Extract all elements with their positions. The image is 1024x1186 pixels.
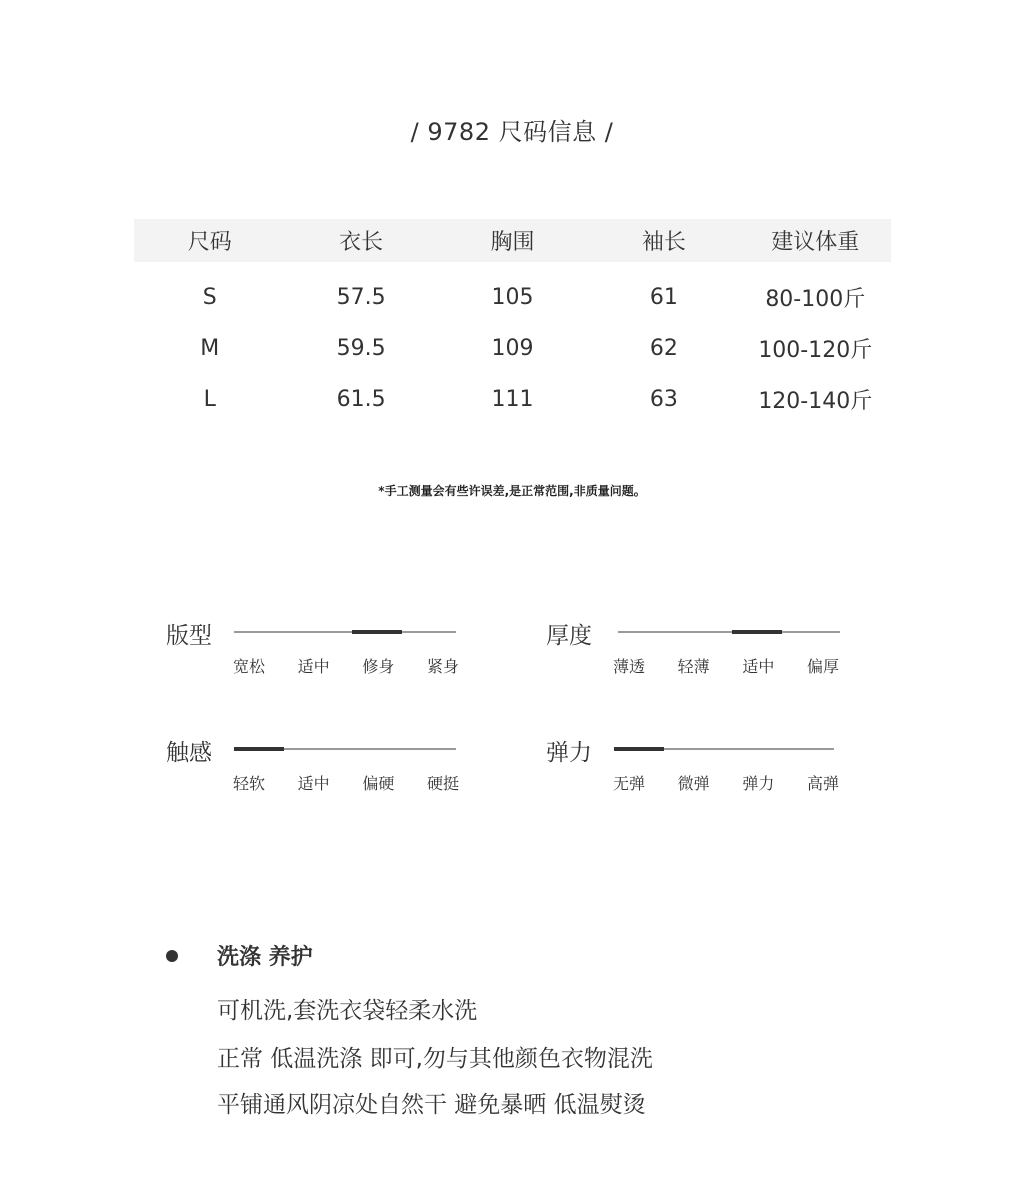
attribute-label: 版型 xyxy=(166,623,212,649)
option-label: 适中 xyxy=(297,657,330,676)
cell-sleeve: 61 xyxy=(649,285,678,310)
cell-chest: 105 xyxy=(491,285,534,310)
option-label: 轻软 xyxy=(233,774,266,793)
cell-length: 57.5 xyxy=(336,285,386,310)
cell-weight: 120-140斤 xyxy=(758,389,873,414)
table-row xyxy=(134,323,891,374)
option-label: 硬挺 xyxy=(426,774,459,793)
cell-sleeve: 62 xyxy=(649,336,678,361)
column-header-sleeve: 袖长 xyxy=(588,219,739,262)
scale-options xyxy=(613,771,839,794)
care-heading: 洗涤 养护 xyxy=(217,945,313,970)
option-label: 微弹 xyxy=(677,774,710,793)
measurement-note: *手工测量会有些许误差,是正常范围,非质量问题。 xyxy=(378,484,646,498)
option-label: 弹力 xyxy=(742,774,775,793)
option-label: 宽松 xyxy=(233,657,266,676)
scale-options xyxy=(233,654,459,677)
size-table xyxy=(134,219,891,425)
column-header-weight: 建议体重 xyxy=(740,219,891,262)
cell-sleeve: 63 xyxy=(649,387,678,412)
attribute-elasticity xyxy=(546,734,846,804)
care-line: 正常 低温洗涤 即可,勿与其他颜色衣物混洗 xyxy=(217,1046,653,1072)
scale-track xyxy=(618,631,840,633)
cell-chest: 109 xyxy=(491,336,534,361)
table-row xyxy=(134,262,891,323)
option-label: 薄透 xyxy=(613,657,646,676)
scale-track xyxy=(614,748,834,750)
attribute-label: 厚度 xyxy=(546,623,592,649)
scale-indicator xyxy=(614,747,664,751)
table-header-row xyxy=(134,219,891,262)
option-label: 高弹 xyxy=(806,774,839,793)
option-label: 紧身 xyxy=(426,657,459,676)
cell-chest: 111 xyxy=(491,387,534,412)
care-line: 平铺通风阴凉处自然干 避免暴晒 低温熨烫 xyxy=(217,1092,646,1118)
column-header-length: 衣长 xyxy=(285,219,436,262)
option-label: 偏硬 xyxy=(362,774,395,793)
table-row xyxy=(134,374,891,425)
cell-length: 59.5 xyxy=(336,336,386,361)
cell-size: M xyxy=(200,336,220,361)
column-header-size: 尺码 xyxy=(134,219,285,262)
option-label: 偏厚 xyxy=(806,657,839,676)
scale-options xyxy=(233,771,459,794)
attribute-label: 触感 xyxy=(166,740,212,766)
column-header-chest: 胸围 xyxy=(437,219,588,262)
scale-track xyxy=(234,748,456,750)
option-label: 无弹 xyxy=(613,774,646,793)
attribute-label: 弹力 xyxy=(546,740,592,766)
cell-length: 61.5 xyxy=(336,387,386,412)
scale-indicator xyxy=(234,747,284,751)
page-title: / 9782 尺码信息 / xyxy=(410,118,614,146)
attribute-touch xyxy=(166,734,466,804)
attribute-fit xyxy=(166,617,466,687)
option-label: 修身 xyxy=(362,657,395,676)
cell-size: S xyxy=(202,285,217,310)
cell-size: L xyxy=(203,387,216,412)
option-label: 适中 xyxy=(742,657,775,676)
option-label: 适中 xyxy=(297,774,330,793)
bullet-icon xyxy=(166,950,178,962)
scale-track xyxy=(234,631,456,633)
scale-options xyxy=(613,654,839,677)
option-label: 轻薄 xyxy=(677,657,710,676)
cell-weight: 100-120斤 xyxy=(758,338,873,363)
cell-weight: 80-100斤 xyxy=(765,287,866,312)
scale-indicator xyxy=(352,630,402,634)
attribute-thickness xyxy=(546,617,846,687)
care-line: 可机洗,套洗衣袋轻柔水洗 xyxy=(217,998,478,1024)
scale-indicator xyxy=(732,630,782,634)
